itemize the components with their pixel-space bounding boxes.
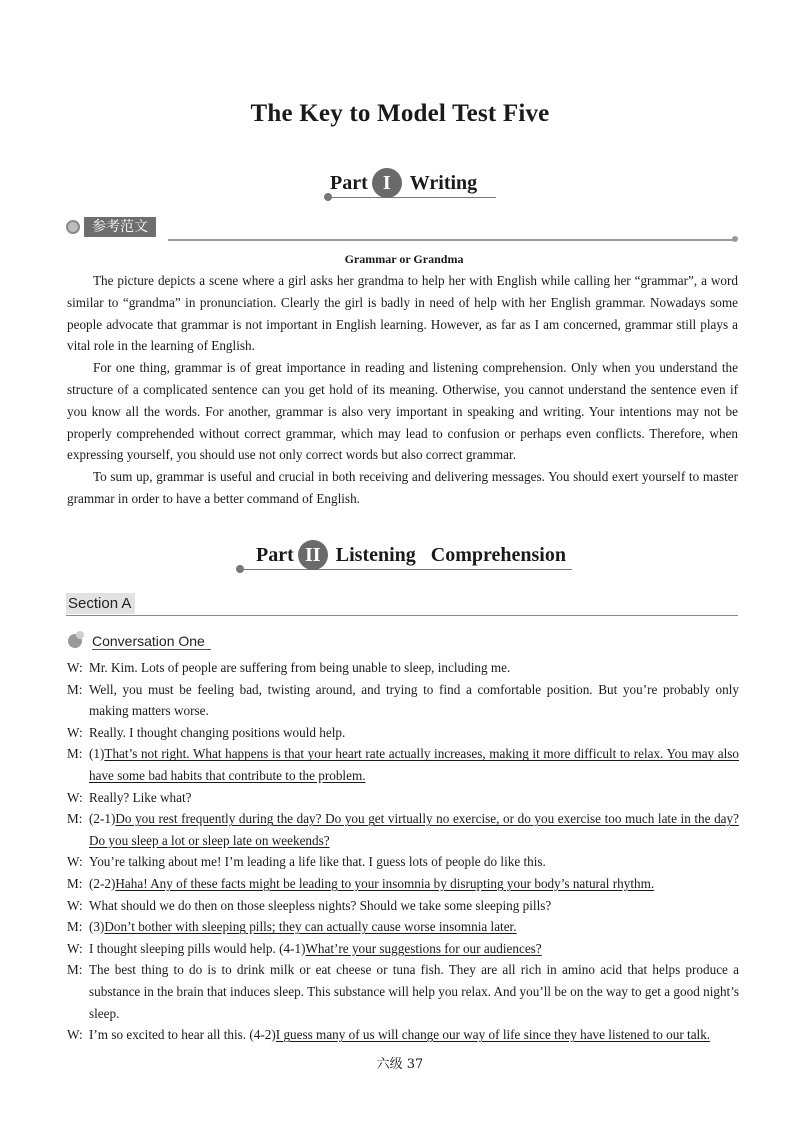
- dialogue-turn: [67, 1024, 739, 1046]
- speaker-label: M:: [67, 875, 83, 891]
- dialogue-turn: [67, 722, 739, 744]
- turn-text-plain: What should we do then on those sleepless nights? Should we take some sleeping pills?: [89, 897, 552, 913]
- conversation-title: Conversation One: [92, 633, 211, 650]
- part-one-header: [330, 166, 496, 200]
- essay-body: [67, 270, 738, 510]
- turn-text: [89, 938, 739, 960]
- turn-text: [89, 743, 739, 786]
- turn-text-plain: (1): [89, 746, 105, 762]
- answer-underline: That’s not right. What happens is that your heart rate actually increases, making it more difficult to relax. You may also have some bad habits that contribute to the problem.: [89, 746, 739, 783]
- part-numeral-badge: II: [298, 540, 328, 570]
- answer-underline: Do you rest frequently during the day? Do you get virtually no exercise, or do you exercise too much late in the day? Do you sleep a lot or sleep late on weekends?: [89, 811, 739, 848]
- part-underline-dot: [236, 565, 244, 573]
- turn-text-plain: The best thing to do is to drink milk or eat cheese or tuna fish. They are all rich in amino acid that helps produce a substance in the brain that induces sleep. This substance will help you relax. And you’ll be on the way to get a good night’s sleep.: [89, 962, 739, 1021]
- dialogue-turn: [67, 895, 739, 917]
- dialogue-turn: [67, 938, 739, 960]
- turn-text: [89, 808, 739, 851]
- essay-paragraph: For one thing, grammar is of great importance in reading and listening comprehension. Only when you understand the structure of a complicated sentence can you get hold of its meaning. Otherwise, you cannot understand the sentence even if you know all the words. For another, grammar is also very important in speaking and writing. Your intentions may not be properly comprehended without correct grammar, which may lead to confusion or perhaps even conflicts. Therefore, when expressing yourself, you should use not only correct words but also correct grammar.: [67, 360, 738, 463]
- turn-text-plain: (2-2): [89, 875, 116, 891]
- turn-text: [89, 679, 739, 722]
- speaker-label: M:: [67, 919, 83, 935]
- part-numeral-badge: I: [372, 168, 402, 198]
- dialogue-turn: [67, 959, 739, 1024]
- dialogue-turn: [67, 851, 739, 873]
- turn-text: [89, 787, 739, 809]
- section-label: Section A: [66, 593, 135, 614]
- conversation-bullet-icon: [68, 634, 82, 648]
- dialogue-turn: [67, 657, 739, 679]
- part-name: Writing: [409, 171, 478, 194]
- essay-paragraph: To sum up, grammar is useful and crucial in both receiving and delivering messages. You should exert yourself to master grammar in order to have a better command of English.: [67, 469, 738, 506]
- divider-end-dot: [732, 236, 738, 242]
- dialogue-turn: [67, 808, 739, 851]
- speaker-label: M:: [67, 962, 83, 978]
- essay-title: Grammar or Grandma: [344, 252, 464, 266]
- speaker-label: M:: [67, 681, 83, 697]
- speaker-label: W:: [67, 897, 83, 913]
- speaker-label: W:: [67, 1027, 83, 1043]
- page-title: The Key to Model Test Five: [250, 100, 550, 127]
- turn-text-plain: Really. I thought changing positions would help.: [89, 724, 346, 740]
- reference-essay-label: 参考范文: [84, 217, 156, 237]
- divider: [168, 239, 734, 241]
- turn-text: [89, 959, 739, 1024]
- section-a-header: [66, 593, 738, 616]
- answer-underline: Haha! Any of these facts might be leading to your insomnia by disrupting your body’s natural rhythm.: [115, 875, 655, 891]
- speaker-label: W:: [67, 854, 83, 870]
- answer-underline: What’re your suggestions for our audiences?: [305, 940, 542, 956]
- part-word: Part: [256, 543, 294, 566]
- dialogue-turn: [67, 743, 739, 786]
- answer-underline: Don’t bother with sleeping pills; they can actually cause worse insomnia later.: [104, 919, 517, 935]
- turn-text-plain: I thought sleeping pills would help. (4-1): [89, 940, 306, 956]
- dialogue-turn: [67, 787, 739, 809]
- part-two-header: [242, 538, 572, 572]
- turn-text: [89, 722, 739, 744]
- turn-text-plain: Really? Like what?: [89, 789, 192, 805]
- turn-text: [89, 873, 739, 895]
- turn-text: [89, 657, 739, 679]
- dialogue-turn: [67, 679, 739, 722]
- speaker-label: W:: [67, 724, 83, 740]
- dialogue: [67, 657, 739, 1046]
- turn-text-plain: I’m so excited to hear all this. (4-2): [89, 1027, 276, 1043]
- turn-text: [89, 895, 739, 917]
- turn-text-plain: (2-1): [89, 811, 116, 827]
- tag-bullet-icon: [66, 220, 80, 234]
- page-number: 六级 37: [376, 1057, 424, 1072]
- part-word: Part: [330, 171, 368, 194]
- turn-text-plain: Mr. Kim. Lots of people are suffering from being unable to sleep, including me.: [89, 660, 511, 675]
- answer-underline: I guess many of us will change our way of life since they have listened to our talk.: [275, 1027, 711, 1043]
- turn-text: [89, 1024, 739, 1046]
- speaker-label: W:: [67, 660, 83, 675]
- conversation-header: [68, 632, 211, 650]
- part-underline: [242, 569, 572, 571]
- essay-paragraph: The picture depicts a scene where a girl asks her grandma to help her with English while calling her “grammar”, a word similar to “grandma” in pronunciation. Clearly the girl is badly in need of help with her English grammar. Nowadays some people advocate that grammar is not important in English learning. However, as far as I am concerned, grammar still plays a vital role in the learning of English.: [67, 273, 738, 354]
- speaker-label: M:: [67, 811, 83, 827]
- reference-essay-tag: [66, 216, 168, 238]
- speaker-label: W:: [67, 940, 83, 956]
- turn-text: [89, 851, 739, 873]
- turn-text-plain: (3): [89, 919, 105, 935]
- turn-text-plain: Well, you must be feeling bad, twisting around, and trying to find a comfortable position. But you’re probably only making matters worse.: [89, 681, 739, 719]
- dialogue-turn: [67, 916, 739, 938]
- speaker-label: W:: [67, 789, 83, 805]
- turn-text-plain: You’re talking about me! I’m leading a life like that. I guess lots of people do like this.: [89, 854, 546, 870]
- part-name: Listening Comprehension: [335, 543, 566, 566]
- dialogue-turn: [67, 873, 739, 895]
- speaker-label: M:: [67, 746, 83, 762]
- part-underline: [330, 197, 496, 199]
- turn-text: [89, 916, 739, 938]
